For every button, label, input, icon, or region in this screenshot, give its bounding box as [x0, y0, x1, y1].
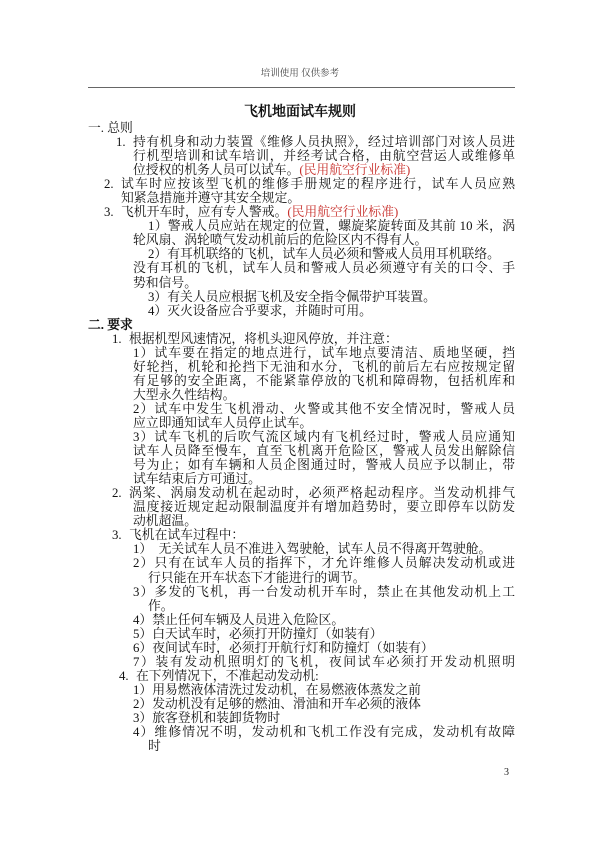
- doc-title: 飞机地面试车规则: [244, 105, 356, 120]
- item-text-line: [112, 528, 515, 543]
- subitem-7: [0, 655, 600, 669]
- subitem-text-line: 试车人员降至慢车，直至飞机离开危险区，警戒人员发出解除信: [133, 444, 515, 459]
- item-text-line: 行机型培训和试车培训，并经考试合格，由航空营运人或维修单: [133, 149, 515, 164]
- subitem-4: [0, 304, 600, 318]
- item-3: [0, 205, 600, 317]
- subitem-text-line: 轮风扇、涡轮喷气发动机前后的危险区内不得有人。: [133, 233, 428, 248]
- subitem-3: [0, 711, 600, 725]
- subitem-text-line: 4）维修情况不明，发动机和飞机工作没有完成，发动机有故障: [133, 725, 515, 740]
- item-number: 3.: [112, 528, 122, 543]
- item-text-line: [119, 668, 515, 683]
- subitem-text-line: 6）夜间试车时，必须打开航行灯和防撞灯（如装有）: [133, 640, 434, 655]
- item-text-line: 知紧急措施并遵守其安全规定。: [121, 191, 301, 206]
- item-text-line: [104, 177, 515, 192]
- item-text-line: [112, 331, 515, 346]
- item-text: 飞机开车时，应有专人警戒。: [121, 205, 288, 220]
- header-rule: [88, 87, 515, 88]
- subitem-3: [0, 585, 600, 613]
- item-number: 2.: [104, 177, 114, 192]
- subitem-text-line: 作。: [148, 598, 174, 613]
- item-2: [0, 486, 600, 528]
- document-body: [0, 121, 600, 753]
- item-text: 位授权的机务人员可以试车。: [133, 163, 300, 178]
- subitem-text-line: 有足够的安全距离，不能紧靠停放的飞机和障碍物，包括机库和: [133, 373, 515, 388]
- item-number: 1.: [116, 135, 126, 150]
- item-number: 3.: [104, 205, 114, 220]
- item-3: [0, 528, 600, 668]
- subitem-text-line: 3）旅客登机和装卸货物时: [133, 710, 281, 725]
- subitem-3: [0, 430, 600, 486]
- item-text-line: 动机超温。: [133, 514, 197, 529]
- subitem-text-line: 好轮挡，机轮和抡挡下无油和水分，飞机的前后左右应按规定留: [133, 359, 515, 374]
- item-1: [0, 332, 600, 487]
- page-number: 3: [504, 767, 509, 778]
- section-general: [0, 121, 600, 318]
- subitem-text-line: 2）试车中发生飞机滑动、火警或其他不安全情况时，警戒人员: [133, 401, 515, 416]
- subitem-5: [0, 627, 600, 641]
- item-text-line: [104, 205, 515, 220]
- subitem-text-line: 应立即通知试车人员停止试车。: [133, 415, 313, 430]
- subitem-text-line: 7）装有发动机照明灯的飞机，夜间试车必须打开发动机照明: [133, 654, 515, 669]
- subitem-text-line: 4）禁止任何车辆及人员进入危险区。: [133, 612, 345, 627]
- subitem-text-line: 行只能在开车状态下才能进行的调节。: [148, 570, 366, 585]
- subitem-text-line: 势和信号。: [133, 275, 197, 290]
- subitem-text-line: 3）有关人员应根据飞机及安全指令佩带护耳装置。: [148, 289, 436, 304]
- subitem-2: [0, 402, 600, 430]
- item-text: 涡桨、涡扇发动机在起动时，必须严格起动程序。当发动机排气: [129, 486, 515, 501]
- subitem-6: [0, 641, 600, 655]
- standard-reference-note: (民用航空行业标准): [287, 205, 399, 220]
- item-text: 飞机在试车过程中：: [129, 528, 245, 543]
- subitem-text-line: 1）用易燃液体清洗过发动机，在易燃液体蒸发之前: [133, 682, 421, 697]
- subitem-text-line: 没有耳机的飞机，试车人员和警戒人员必须遵守有关的口令、手: [133, 261, 515, 276]
- subitem-text-line: 3）多发的飞机，再一台发动机开车时，禁止在其他发动机上工: [133, 584, 515, 599]
- standard-reference-note: (民用航空行业标准): [299, 163, 411, 178]
- subitem-1: [0, 219, 600, 247]
- section-heading: 二. 要求: [88, 317, 133, 332]
- subitem-text-line: 1） 无关试车人员不准进入驾驶舱，试车人员不得离开驾驶舱。: [133, 542, 492, 557]
- subitem-3: [0, 290, 600, 304]
- subitem-4: [0, 613, 600, 627]
- subitem-text-line: 1）警戒人员应站在规定的位置，螺旋桨旋转面及其前 10 米，涡: [148, 219, 515, 234]
- subitem-text-line: 时: [148, 739, 161, 754]
- subitem-1: [0, 346, 600, 402]
- subitem-text-line: 5）白天试车时，必须打开防撞灯（如装有）: [133, 626, 383, 641]
- header-text: 培训使用 仅供参考: [260, 69, 340, 79]
- item-number: 4.: [119, 668, 129, 683]
- item-text: 在下列情况下，不准起动发动机:: [136, 668, 319, 683]
- item-4: [0, 669, 600, 753]
- section-heading: 一. 总则: [88, 121, 133, 135]
- subitem-text-line: 3）试车飞机的后吹气流区域内有飞机经过时，警戒人员应通知: [133, 430, 515, 445]
- item-text-line: [133, 163, 515, 177]
- subitem-text-line: 2）发动机没有足够的燃油、滑油和开车必须的液体: [133, 696, 421, 711]
- item-text-line: [116, 135, 515, 150]
- subitem-text-line: 大型永久性结构。: [133, 387, 236, 402]
- subitem-text-line: 号为止；如有车辆和人员企图通过时，警戒人员应予以制止，带: [133, 458, 515, 473]
- item-text: 根据机型风速情况，将机头迎风停放，并注意：: [129, 331, 398, 346]
- item-text: 持有机身和动力装置《维修人员执照》，经过培训部门对该人员进: [133, 135, 515, 150]
- subitem-text-line: 2）只有在试车人员的指挥下，才允许维修人员解决发动机或进: [133, 556, 515, 571]
- item-text: 试车时应按该型飞机的维修手册规定的程序进行，试车人员应熟: [121, 177, 515, 192]
- subitem-2: [0, 697, 600, 711]
- item-1: [0, 135, 600, 177]
- item-text-line: [112, 486, 515, 501]
- subitem-text-line: 2）有耳机联络的飞机，试车人员必须和警戒人员用耳机联络。: [148, 247, 500, 262]
- subitem-2: [0, 247, 600, 289]
- section-requirements: [0, 318, 600, 753]
- subitem-2: [0, 556, 600, 584]
- item-number: 2.: [112, 486, 122, 501]
- subitem-text-line: 试车结束后方可通过。: [133, 472, 261, 487]
- item-text-line: 温度接近规定起动限制温度并有增加趋势时，要立即停车以防发: [133, 500, 515, 515]
- item-2: [0, 177, 600, 205]
- subitem-1: [0, 542, 600, 556]
- subitem-1: [0, 683, 600, 697]
- item-number: 1.: [112, 331, 122, 346]
- subitem-text-line: 4）灭火设备应合乎要求，并随时可用。: [148, 303, 372, 318]
- subitem-text-line: 1）试车要在指定的地点进行，试车地点要清洁、质地坚硬，挡: [133, 345, 515, 360]
- subitem-4: [0, 725, 600, 753]
